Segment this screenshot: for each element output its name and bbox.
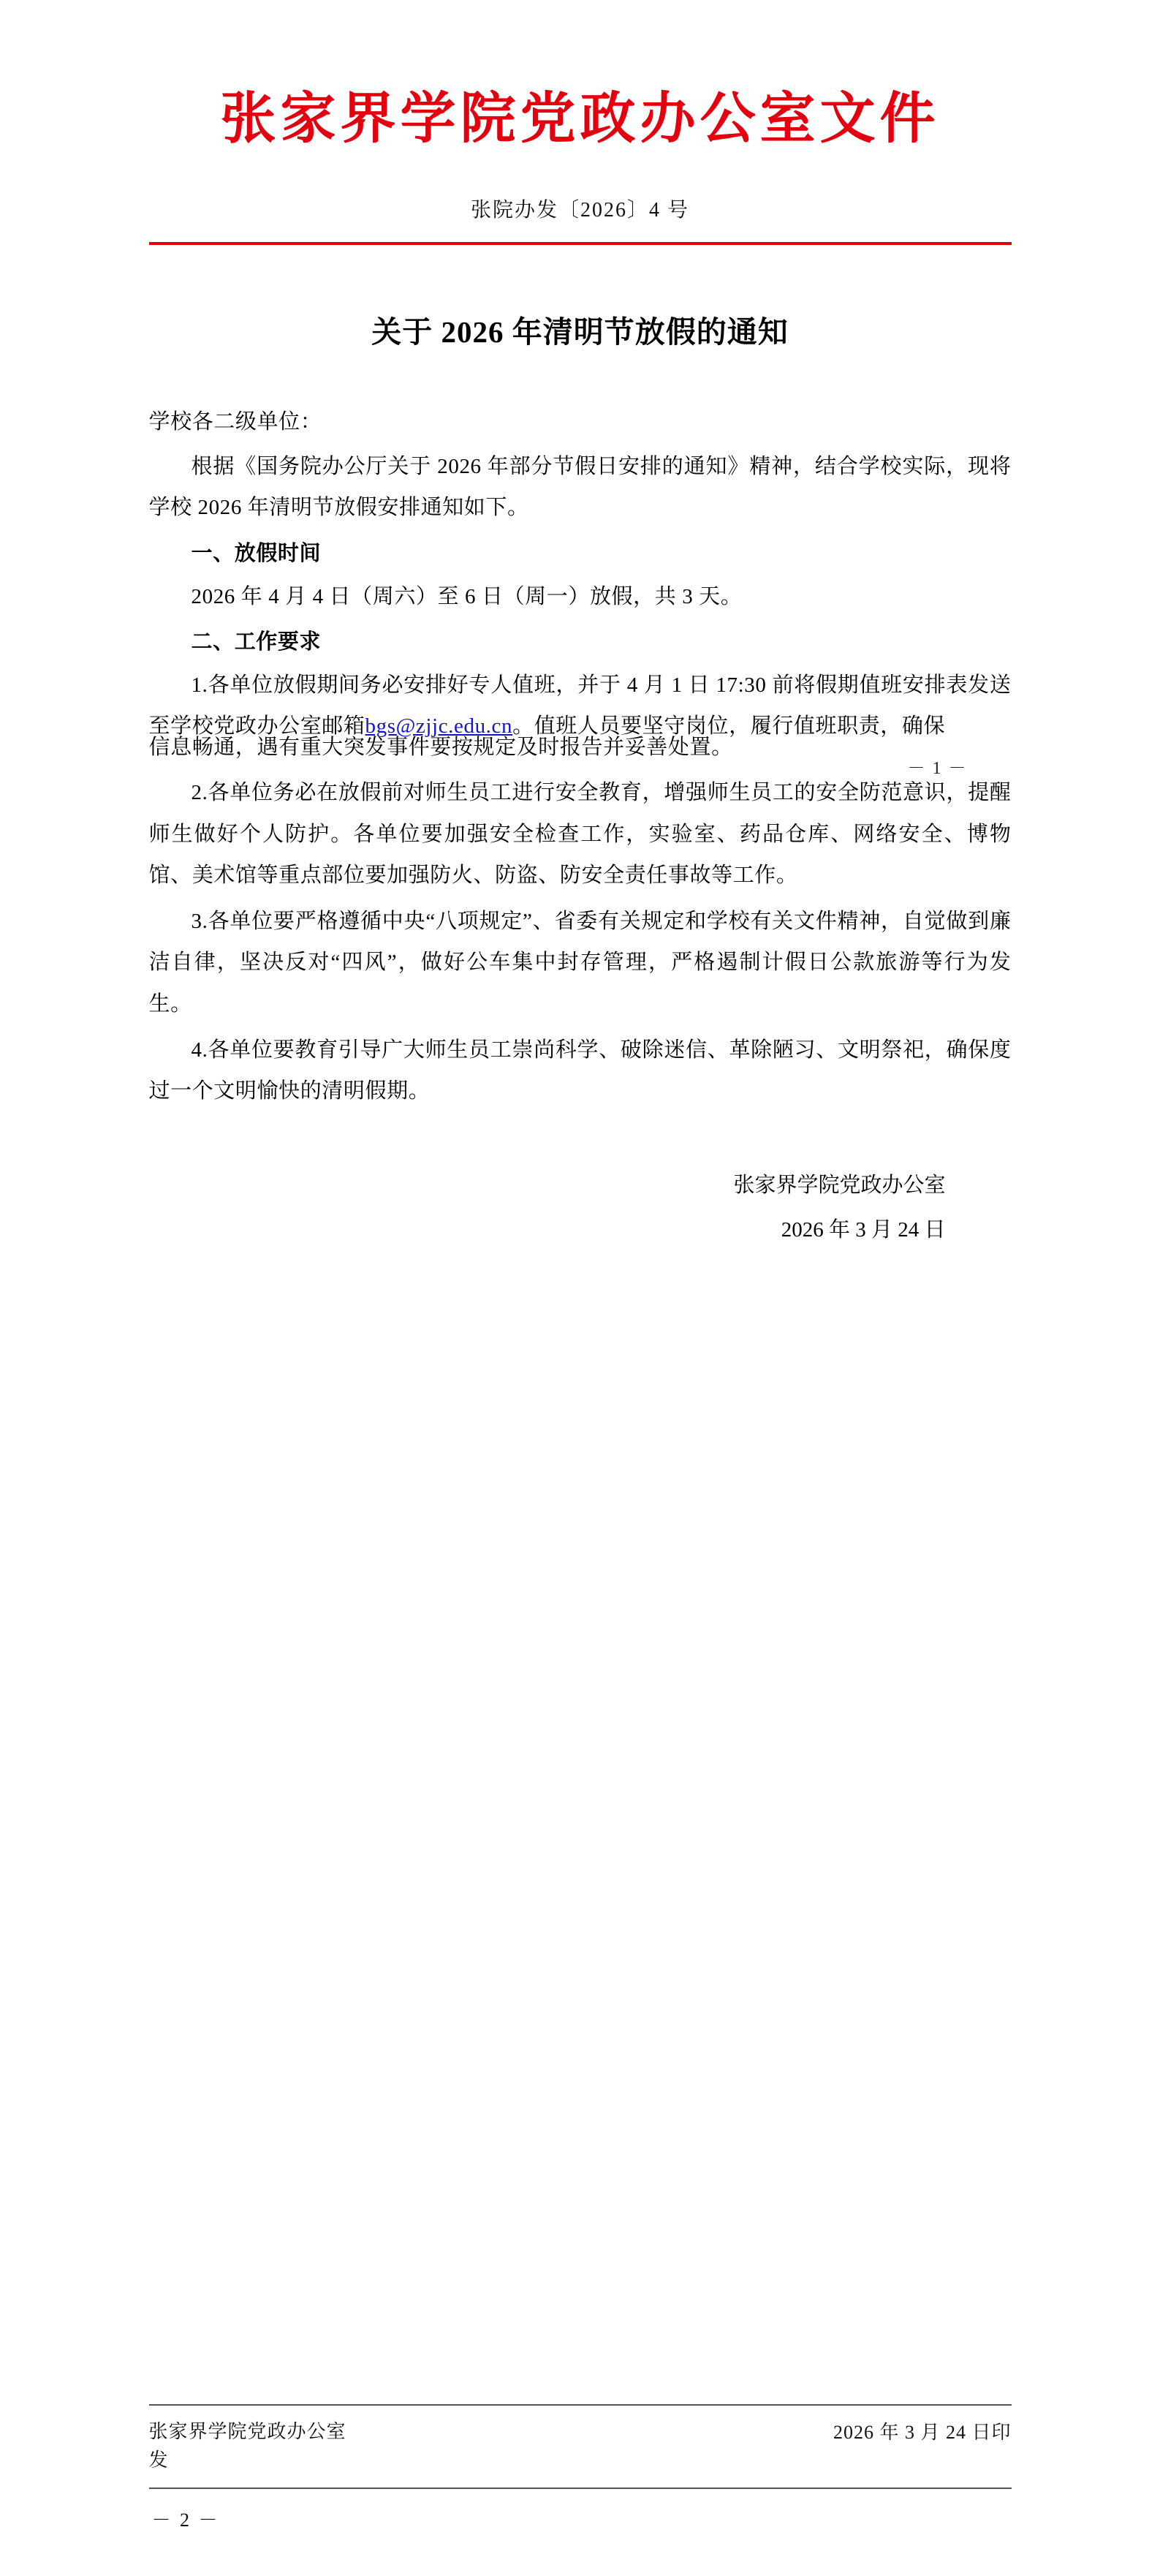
requirement-item-2: 2.各单位务必在放假前对师生员工进行安全教育，增强师生员工的安全防范意识，提醒师生做好个人防护。各单位要加强安全检查工作，实验室、药品仓库、网络安全、博物馆、美术馆等重点部位要加强防火、防盗、防安全责任事故等工作。 — [148, 781, 1012, 888]
document-header — [120, 0, 1041, 245]
requirement-item-3: 3.各单位要严格遵循中央“八项规定”、省委有关规定和学校有关文件精神，自觉做到廉洁自律，坚决反对“四风”，做好公车集中封存管理，严格遏制计假日公款旅游等行为发生。 — [148, 909, 1012, 1016]
salutation: 学校各二级单位： — [148, 410, 322, 434]
signature-block — [149, 1163, 1012, 1253]
signature-date: 2026 年 3 月 24 日 — [781, 1217, 946, 1242]
organization-title: 张家界学院党政办公室文件 — [220, 88, 940, 150]
signature-issuer: 张家界学院党政办公室 — [733, 1173, 946, 1197]
footer-print-date: 2026 年 3 月 24 日印 — [833, 2422, 1012, 2443]
document-subject-title: 关于 2026 年清明节放假的通知 — [371, 315, 789, 350]
requirement-item-1-continued: 信息畅通，遇有重大突发事件要按规定及时报告并妥善处置。 — [148, 735, 733, 759]
intro-paragraph: 根据《国务院办公厅关于 2026 年部分节假日安排的通知》精神，结合学校实际，现将学校 2026 年清明节放假安排通知如下。 — [148, 454, 1012, 520]
footer-issuer-line: 张家界学院党政办公室 — [148, 2421, 346, 2442]
section-two-heading: 二、工作要求 — [191, 630, 322, 654]
section-one-body: 2026 年 4 月 4 日（周六）至 6 日（周一）放假，共 3 天。 — [191, 584, 743, 608]
footer-left — [149, 2417, 346, 2474]
requirement-item-1-text-a: 1.各单位放假期间务必安排好专人值班，并于 4 月 1 日 17:30 前将假期值班安排表发送至学校党政办公室邮箱 — [148, 673, 1012, 739]
footer-issue-label: 发 — [148, 2450, 169, 2471]
document-footer — [0, 2404, 1160, 2532]
section-one-heading: 一、放假时间 — [191, 541, 322, 565]
requirement-item-4: 4.各单位要教育引导广大师生员工崇尚科学、破除迷信、革除陋习、文明祭祀，确保度过一个文明愉快的清明假期。 — [148, 1038, 1012, 1103]
footer-row — [149, 2406, 1012, 2474]
footer-inner — [149, 2404, 1012, 2532]
email-link[interactable]: bgs@zjjc.edu.cn — [365, 714, 513, 739]
requirement-item-1-text-b: 。值班人员要坚守岗位，履行值班职责，确保 — [512, 714, 946, 739]
document-body: 关于 2026 年清明节放假的通知 学校各二级单位： 根据《国务院办公厅关于 2026 年部分节假日安排的通知》精神，结合学校实际，现将学校 2026 年清明节放假安排通知如下。 一、放假时间 2026 年 4 月 4 日（周六）至 6 日（周一）放假，共 3 天。 二、工作要求 1.各单位放假期间务必安排好专人值班，并于 4 月 1 日 17:30 前将假期值班安排表发送至学校党政办公室邮箱bgs@zjjc.edu.cn。值班人员要坚守岗位，履行值班职责，确保 － 1 － 信息畅通，遇有重大突发事件要按规定及时报告并妥善处置。 2.各单位务必在放假前对师生员工进行安全教育，增强师生员工的安全防范意识，提醒师生做好个人防护。各单位要加强安全检查工作，实验室、药品仓库、网络安全、博物馆、美术馆等重点部位要加强防火、防盗、防安全责任事故等工作。 3.各单位要严格遵循中央“八项规定”、省委有关规定和学校有关文件精神，自觉做到廉洁自律，坚决反对“四风”，做好公车集中封存管理，严格遏制计假日公款旅游等行为发生。 4.各单位要教育引导广大师生员工崇尚科学、破除迷信、革除陋习、文明祭祀，确保度过一个文明愉快的清明假期。 张家界学院党政办公室 2026 年 3 月 24 日 — [149, 245, 1012, 1252]
document-number: 张院办发〔2026〕4 号 — [470, 199, 689, 222]
page-content — [120, 0, 1041, 1252]
page-number: － 2 － — [151, 2509, 220, 2531]
